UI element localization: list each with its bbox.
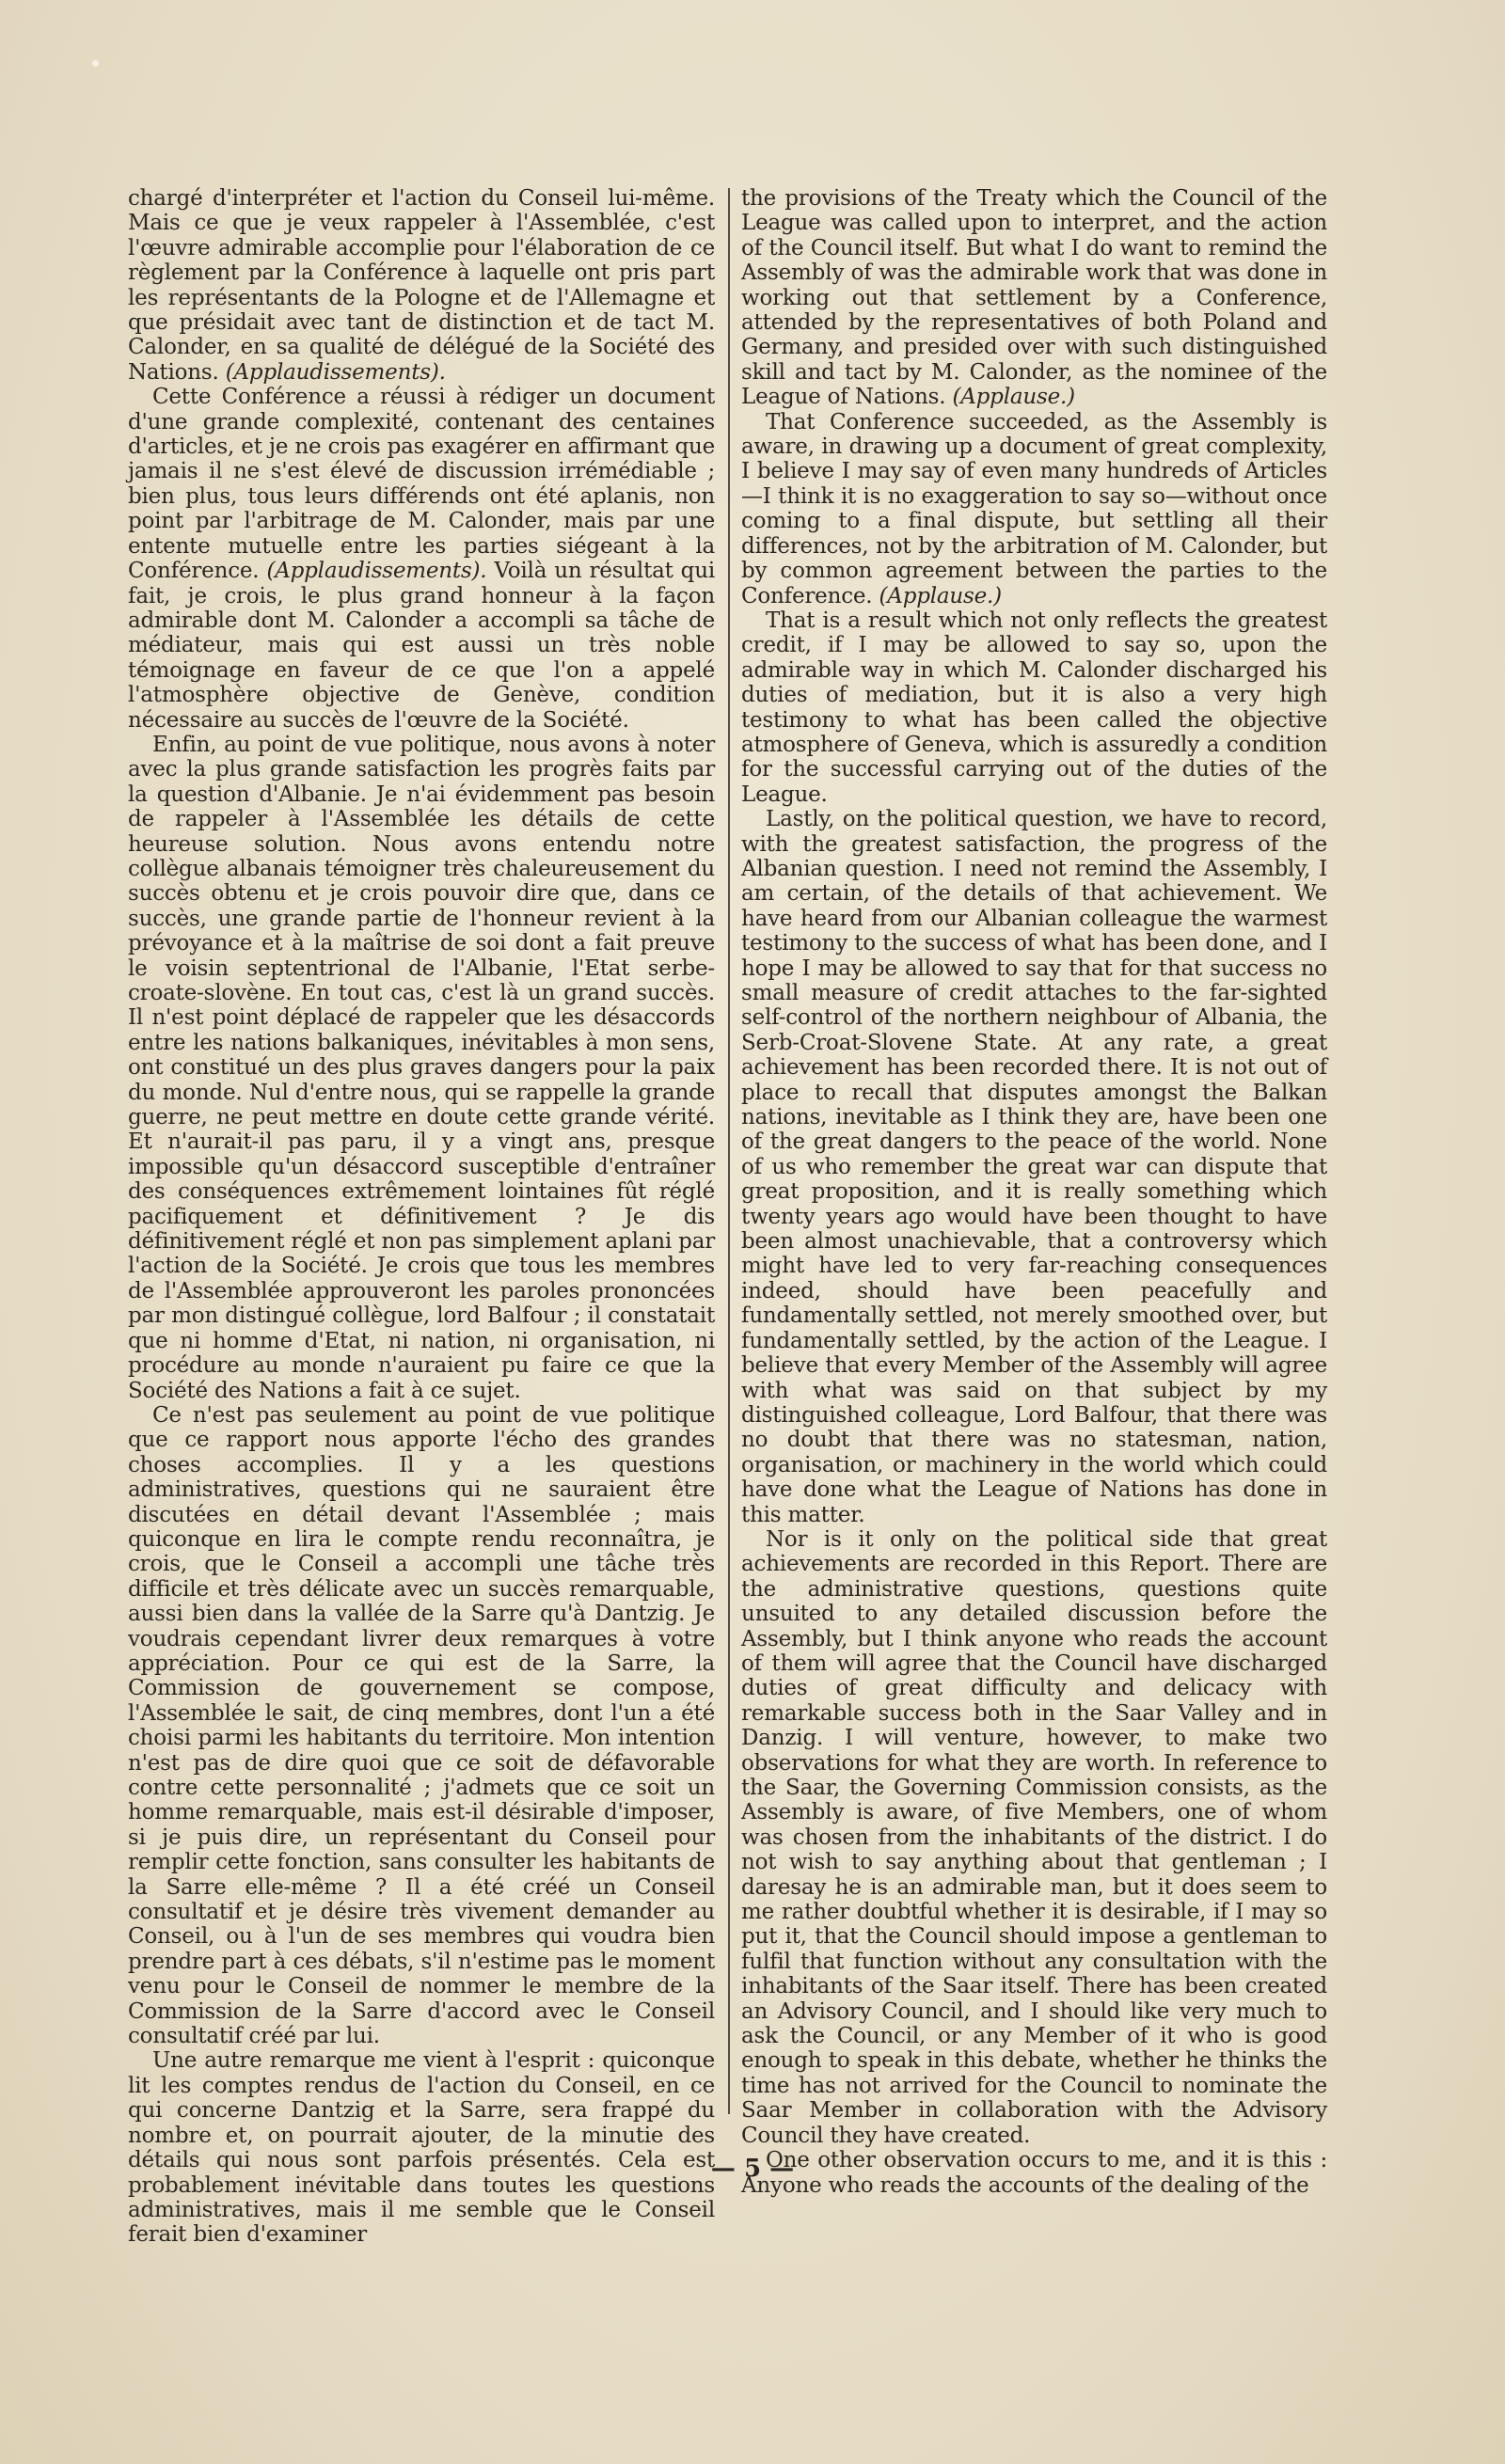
- english-paragraph-5: Nor is it only on the political side that great achievements are recorded in this Report. There are the administrative questions, questions quite unsuited to any detailed discussion before the Assembly, but I think anyone who reads the account of them will agree that the Council have discharged duties of great difficulty and delicacy with remarkable success both in the Saar Valley and in Danzig. I will venture, however, to make two observations for what they are worth. In reference to the Saar, the Governing Commission consists, as the Assembly is aware, of five Members, one of whom was chosen from the inhabitants of the district. I do not wish to say anything about that gentleman ; I daresay he is an admirable man, but it does seem to me rather doubtful whether it is desirable, if I may so put it, that the Council should impose a gentleman to fulfil that function without any consultation with the inhabitants of the Saar itself. There has been created an Advisory Council, and I should like very much to ask the Council, or any Member of it who is good enough to speak in this debate, whether he thinks the time has not arrived for the Council to nominate the Saar Member in collaboration with the Advisory Council they have created.: [741, 1526, 1327, 2148]
- english-paragraph-1: the provisions of the Treaty which the Council of the League was called upon to interpret, and the action of the Council itself. But what I do want to remind the Assembly of was the admirable work that was done in working out that settlement by a Conference, attended by the representatives of both Poland and Germany, and presided over with such distinguished skill and tact by M. Calonder, as the nominee of the League of Nations. (Applause.): [741, 186, 1327, 410]
- applause-note: (Applaudissements).: [266, 559, 487, 584]
- applause-note: (Applause.): [879, 583, 1002, 608]
- english-paragraph-6: One other observation occurs to me, and it is this : Anyone who reads the accounts of the dealing of the: [741, 2148, 1327, 2198]
- column-divider: [728, 188, 730, 2114]
- page-number: — 5 —: [710, 2155, 795, 2183]
- french-paragraph-5: Une autre remarque me vient à l'esprit : quiconque lit les comptes rendus de l'action du Conseil, en ce qui concerne Dantzig et la Sarre, sera frappé du nombre et, on pourrait ajouter, de la minutie des détails qui nous sont parfois présentés. Cela est probablement inévitable dans toutes les questions administratives, mais il me semble que le Conseil ferait bien d'examiner: [128, 2048, 715, 2248]
- applause-note: (Applaudissements).: [225, 359, 446, 385]
- english-column: [741, 186, 1327, 2198]
- english-paragraph-2: That Conference succeeded, as the Assembly is aware, in drawing up a document of great complexity, I believe I may say of even many hundreds of Articles—I think it is no exaggeration to say so—without once coming to a final dispute, but settling all their differences, not by the arbitration of M. Calonder, but by common agreement between the parties to the Conference. (Applause.): [741, 409, 1327, 608]
- french-paragraph-1: chargé d'interpréter et l'action du Conseil lui-même. Mais ce que je veux rappeler à l'Assemblée, c'est l'œuvre admirable accomplie pour l'élaboration de ce règlement par la Conférence à laquelle ont pris part les représentants de la Pologne et de l'Allemagne et que présidait avec tant de distinction et de tact M. Calonder, en sa qualité de délégué de la Société des Nations. (Applaudissements).: [128, 186, 715, 385]
- paper-spot: [92, 60, 99, 67]
- french-column: [128, 186, 715, 2248]
- french-paragraph-4: Ce n'est pas seulement au point de vue politique que ce rapport nous apporte l'écho des grandes choses accomplies. Il y a les questions administratives, questions qui ne sauraient être discutées en détail devant l'Assemblée ; mais quiconque en lira le compte rendu reconnaîtra, je crois, que le Conseil a accompli une tâche très difficile et très délicate avec un succès remarquable, aussi bien dans la vallée de la Sarre qu'à Dantzig. Je voudrais cependant livrer deux remarques à votre appréciation. Pour ce qui est de la Sarre, la Commission de gouvernement se compose, l'Assemblée le sait, de cinq membres, dont l'un a été choisi parmi les habitants du territoire. Mon intention n'est pas de dire quoi que ce soit de défavorable contre cette personnalité ; j'admets que ce soit un homme remarquable, mais est-il désirable d'imposer, si je puis dire, un représentant du Conseil pour remplir cette fonction, sans consulter les habitants de la Sarre elle-même ? Il a été créé un Conseil consultatif et je désire très vivement demander au Conseil, ou à l'un de ses membres qui voudra bien prendre part à ces débats, s'il n'estime pas le moment venu pour le Conseil de nommer le membre de la Commission de la Sarre d'accord avec le Conseil consultatif créé par lui.: [128, 1402, 715, 2049]
- french-paragraph-3: Enfin, au point de vue politique, nous avons à noter avec la plus grande satisfaction les progrès faits par la question d'Albanie. Je n'ai évidemment pas besoin de rappeler à l'Assemblée les détails de cette heureuse solution. Nous avons entendu notre collègue albanais témoigner très chaleureusement du succès obtenu et je crois pouvoir dire que, dans ce succès, une grande partie de l'honneur revient à la prévoyance et à la maîtrise de soi dont a fait preuve le voisin septentrional de l'Albanie, l'Etat serbe-croate-slovène. En tout cas, c'est là un grand succès. Il n'est point déplacé de rappeler que les désaccords entre les nations balkaniques, inévitables à mon sens, ont constitué un des plus graves dangers pour la paix du monde. Nul d'entre nous, qui se rappelle la grande guerre, ne peut mettre en doute cette grande vérité. Et n'aurait-il pas paru, il y a vingt ans, presque impossible qu'un désaccord susceptible d'entraîner des conséquences extrêmement lointaines fût réglé pacifiquement et définitivement ? Je dis définitivement réglé et non pas simplement aplani par l'action de la Société. Je crois que tous les membres de l'Assemblée approuveront les paroles prononcées par mon distingué collègue, lord Balfour ; il constatait que ni homme d'Etat, ni nation, ni organisation, ni procédure au monde n'auraient pu faire ce que la Société des Nations a fait à ce sujet.: [128, 732, 715, 1403]
- applause-note: (Applause.): [952, 385, 1075, 410]
- english-paragraph-3: That is a result which not only reflects the greatest credit, if I may be allowed to say so, upon the admirable way in which M. Calonder discharged his duties of mediation, but it is also a very high testimony to what has been called the objective atmosphere of Geneva, which is assuredly a condition for the successful carrying out of the duties of the League.: [741, 608, 1327, 807]
- french-paragraph-2: Cette Conférence a réussi à rédiger un document d'une grande complexité, contenant des centaines d'articles, et je ne crois pas exagérer en affirmant que jamais il ne s'est élevé de discussion irrémédiable ; bien plus, tous leurs différends ont été aplanis, non point par l'arbitrage de M. Calonder, mais par une entente mutuelle entre les parties siégeant à la Conférence. (Applaudissements). Voilà un résultat qui fait, je crois, le plus grand honneur à la façon admirable dont M. Calonder a accompli sa tâche de médiateur, mais qui est aussi un très noble témoignage en faveur de ce que l'on a appelé l'atmosphère objective de Genève, condition nécessaire au succès de l'œuvre de la Société.: [128, 385, 715, 733]
- english-paragraph-4: Lastly, on the political question, we have to record, with the greatest satisfaction, the progress of the Albanian question. I need not remind the Assembly, I am certain, of the details of that achievement. We have heard from our Albanian colleague the warmest testimony to the success of what has been done, and I hope I may be allowed to say that for that success no small measure of credit attaches to the far-sighted self-control of the northern neighbour of Albania, the Serb-Croat-Slovene State. At any rate, a great achievement has been recorded there. It is not out of place to recall that disputes amongst the Balkan nations, inevitable as I think they are, have been one of the great dangers to the peace of the world. None of us who remember the great war can dispute that great proposition, and it is really something which twenty years ago would have been thought to have been almost unachievable, that a controversy which might have led to very far-reaching consequences indeed, should have been peacefully and fundamentally settled, not merely smoothed over, but fundamentally settled, by the action of the League. I believe that every Member of the Assembly will agree with what was said on that subject by my distinguished colleague, Lord Balfour, that there was no doubt that there was no statesman, nation, organisation, or machinery in the world which could have done what the League of Nations has done in this matter.: [741, 807, 1327, 1527]
